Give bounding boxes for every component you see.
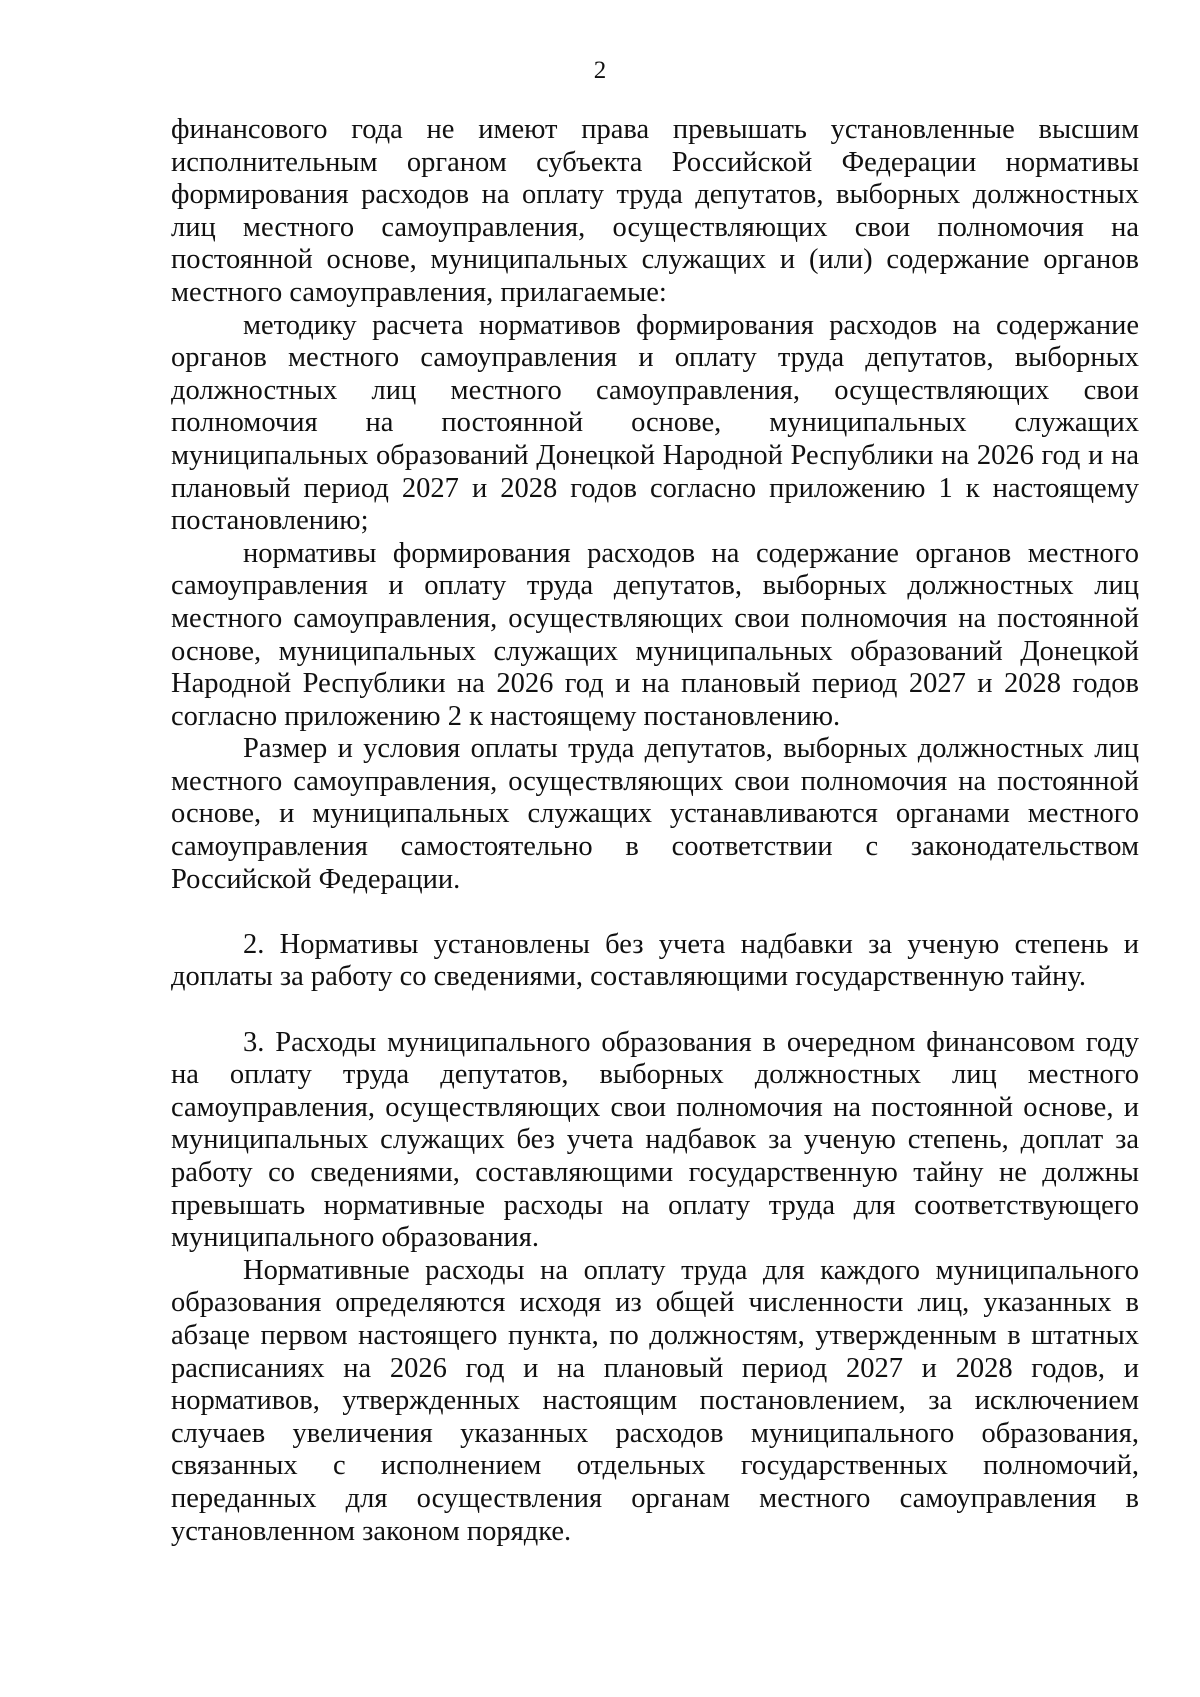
paragraph-norms: нормативы формирования расходов на содержание органов местного самоуправления и оплату труда депутатов, выборных должностных лиц местного самоуправления, осуществляющих свои полномочия на постоянной основе, муниципальных служащих муниципальных образований Донецкой Народной Республики на 2026 год и на плановый период 2027 и 2028 годов согласно приложению 2 к настоящему постановлению. (171, 537, 1139, 732)
paragraph-item-3-normative: Нормативные расходы на оплату труда для каждого муниципального образования определяются исходя из общей численности лиц, указанных в абзаце первом настоящего пункта, по должностям, утвержденным в штатных расписаниях на 2026 год и на плановый период 2027 и 2028 годов, и нормативов, утвержденных настоящим постановлением, за исключением случаев увеличения указанных расходов муниципального образования, связанных с исполнением отдельных государственных полномочий, переданных для осуществления органам местного самоуправления в установленном законом порядке. (171, 1254, 1139, 1547)
page-number: 2 (593, 57, 607, 84)
paragraph-item-2: 2. Нормативы установлены без учета надбавки за ученую степень и доплаты за работу со сведениями, составляющими государственную тайну. (171, 928, 1139, 993)
document-body (171, 114, 1139, 1548)
paragraph-size-conditions: Размер и условия оплаты труда депутатов, выборных должностных лиц местного самоуправления, осуществляющих свои полномочия на постоянной основе, и муниципальных служащих устанавливаются органами местного самоуправления самостоятельно в соответствии с законодательством Российской Федерации. (171, 733, 1139, 895)
paragraph-item-3: 3. Расходы муниципального образования в очередном финансовом году на оплату труда депутатов, выборных должностных лиц местного самоуправления, осуществляющих свои полномочия на постоянной основе, и муниципальных служащих без учета надбавок за ученую степень, доплат за работу со сведениями, составляющими государственную тайну не должны превышать нормативные расходы на оплату труда для соответствующего муниципального образования. (171, 1026, 1139, 1254)
paragraph-methodology: методику расчета нормативов формирования расходов на содержание органов местного самоуправления и оплату труда депутатов, выборных должностных лиц местного самоуправления, осуществляющих свои полномочия на постоянной основе, муниципальных служащих муниципальных образований Донецкой Народной Республики на 2026 год и на плановый период 2027 и 2028 годов согласно приложению 1 к настоящему постановлению; (171, 309, 1139, 537)
paragraph-continuation: финансового года не имеют права превышать установленные высшим исполнительным органом субъекта Российской Федерации нормативы формирования расходов на оплату труда депутатов, выборных должностных лиц местного самоуправления, осуществляющих свои полномочия на постоянной основе, муниципальных служащих и (или) содержание органов местного самоуправления, прилагаемые: (171, 114, 1139, 308)
